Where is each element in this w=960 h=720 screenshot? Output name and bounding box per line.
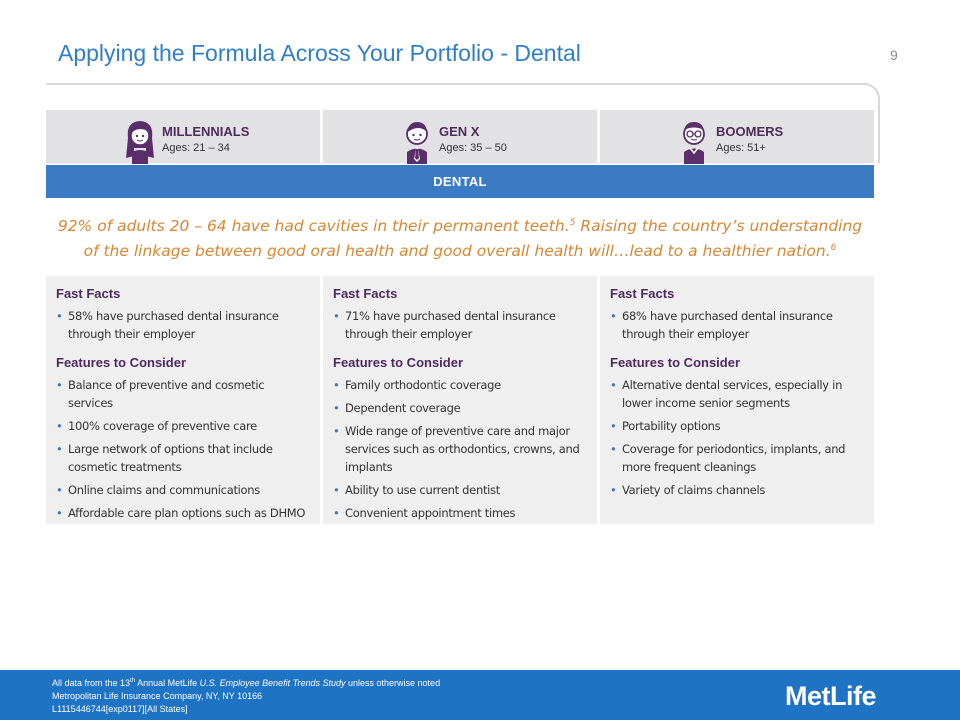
fast-facts-heading: Fast Facts xyxy=(56,286,121,301)
bullet-icon: • xyxy=(333,309,340,323)
footer-bar xyxy=(0,670,960,720)
list-item: • Coverage for periodontics, implants, and more frequent cleanings xyxy=(610,442,846,474)
genx-avatar-icon xyxy=(399,118,435,164)
fast-facts-heading: Fast Facts xyxy=(610,286,675,301)
list-item: • Alternative dental services, especially in lower income senior segments xyxy=(610,378,843,410)
list-item: • Wide range of preventive care and major services such as orthodontics, crowns, and implants xyxy=(333,424,580,474)
card-boomers xyxy=(600,276,874,524)
bullet-icon: • xyxy=(333,378,340,392)
list-item: • Large network of options that include cosmetic treatments xyxy=(56,442,273,474)
features-heading: Features to Consider xyxy=(56,355,187,370)
generation-ages: Ages: 21 – 34 xyxy=(162,142,230,154)
metlife-logo: MetLife xyxy=(785,681,876,711)
generation-ages: Ages: 35 – 50 xyxy=(439,142,507,154)
footer-line-3: L1115446744[exp0117][All States] xyxy=(52,704,188,714)
bullet-icon: • xyxy=(610,483,617,497)
millennial-avatar-icon xyxy=(122,118,158,164)
bullet-icon: • xyxy=(333,424,340,438)
card-millennials xyxy=(46,276,320,524)
list-item: • 71% have purchased dental insurance through their employer xyxy=(333,309,556,341)
generation-name: BOOMERS xyxy=(716,124,784,139)
footer-line-1: All data from the 13th Annual MetLife U.S. Employee Benefit Trends Study unless otherwise noted xyxy=(52,678,441,688)
list-item: • Dependent coverage xyxy=(333,401,461,415)
slide-title: Applying the Formula Across Your Portfolio - Dental xyxy=(58,40,581,66)
footer-line-2: Metropolitan Life Insurance Company, NY, NY 10166 xyxy=(52,691,263,701)
fast-facts-heading: Fast Facts xyxy=(333,286,398,301)
generation-genx xyxy=(323,110,597,163)
bullet-icon: • xyxy=(610,309,617,323)
generation-name: MILLENNIALS xyxy=(162,124,250,139)
features-list xyxy=(333,376,589,522)
bullet-icon: • xyxy=(610,419,617,433)
list-item: • Portability options xyxy=(610,419,721,433)
boomer-avatar-icon xyxy=(676,118,712,164)
card-genx xyxy=(323,276,597,524)
list-item: • Ability to use current dentist xyxy=(333,483,500,497)
list-item: • Convenient appointment times xyxy=(333,506,516,520)
bullet-icon: • xyxy=(56,442,63,456)
footer-disclaimer xyxy=(52,675,440,716)
list-item: • 100% coverage of preventive care xyxy=(56,419,257,433)
list-item: • 68% have purchased dental insurance through their employer xyxy=(610,309,833,341)
footnote-marker: 5 xyxy=(569,218,576,228)
bullet-icon: • xyxy=(56,483,63,497)
generation-boomers xyxy=(600,110,874,163)
list-item: • 58% have purchased dental insurance through their employer xyxy=(56,309,279,341)
dental-quote xyxy=(50,212,870,262)
generation-name: GEN X xyxy=(439,124,480,139)
bullet-icon: • xyxy=(333,506,340,520)
bullet-icon: • xyxy=(610,378,617,392)
bullet-icon: • xyxy=(56,378,63,392)
fast-facts-list xyxy=(56,307,312,343)
frame-divider xyxy=(46,83,866,85)
generation-header-row xyxy=(46,110,874,163)
bullet-icon: • xyxy=(610,442,617,456)
page-number: 9 xyxy=(890,47,898,63)
bullet-icon: • xyxy=(333,483,340,497)
footnote-marker: 6 xyxy=(830,243,837,254)
quote-text: 92% of adults 20 – 64 have had cavities in their permanent teeth. xyxy=(57,217,570,236)
bullet-icon: • xyxy=(333,401,340,415)
list-item: • Balance of preventive and cosmetic services xyxy=(56,378,265,410)
bullet-icon: • xyxy=(56,506,63,520)
features-list xyxy=(56,376,312,522)
list-item: • Family orthodontic coverage xyxy=(333,378,501,392)
dental-section-bar: DENTAL xyxy=(46,165,874,198)
features-heading: Features to Consider xyxy=(610,355,741,370)
fast-facts-list xyxy=(610,307,866,343)
bullet-icon: • xyxy=(56,309,63,323)
list-item: • Affordable care plan options such as DHMO xyxy=(56,506,306,520)
quote-text: Raising the country’s understanding xyxy=(575,217,863,236)
features-list xyxy=(610,376,866,499)
quote-text: of the linkage between good oral health and good overall health will…lead to a healthier nation. xyxy=(83,242,831,261)
generation-ages: Ages: 51+ xyxy=(716,142,766,154)
generation-cards xyxy=(46,276,874,524)
list-item: • Online claims and communications xyxy=(56,483,260,497)
features-heading: Features to Consider xyxy=(333,355,464,370)
fast-facts-list xyxy=(333,307,589,343)
list-item: • Variety of claims channels xyxy=(610,483,766,497)
generation-millennials xyxy=(46,110,320,163)
bullet-icon: • xyxy=(56,419,63,433)
